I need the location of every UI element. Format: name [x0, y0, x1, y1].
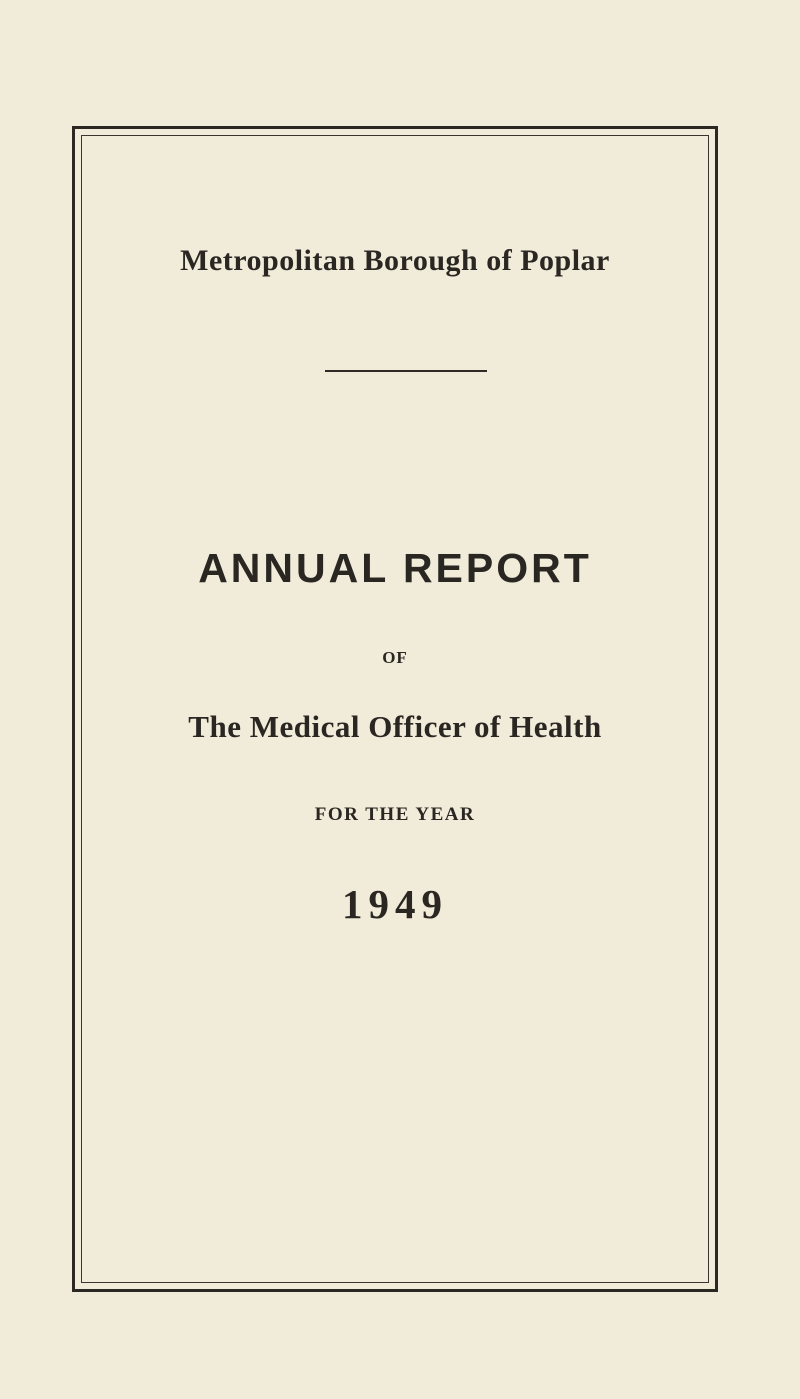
borough-heading: Metropolitan Borough of Poplar	[180, 244, 610, 277]
report-title: ANNUAL REPORT	[198, 545, 592, 591]
for-the-year-label: FOR THE YEAR	[314, 804, 476, 825]
title-page-inner-border	[81, 135, 709, 1283]
decorative-rule	[325, 370, 487, 372]
report-year: 1949	[342, 881, 448, 927]
officer-title: The Medical Officer of Health	[188, 709, 602, 744]
of-label: OF	[382, 648, 408, 667]
title-page-border	[72, 126, 718, 1292]
